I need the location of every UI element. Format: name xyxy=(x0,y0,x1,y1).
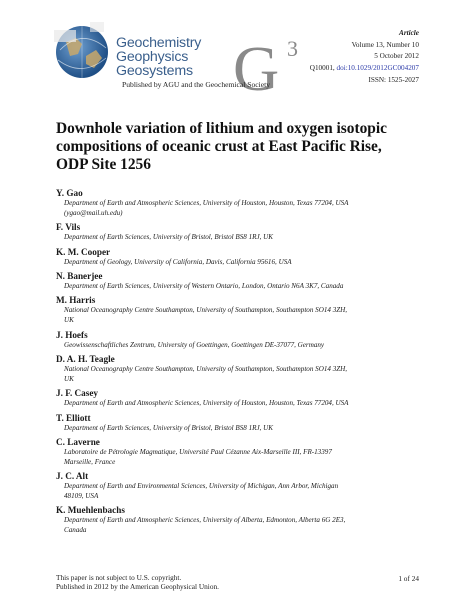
author-name: M. Harris xyxy=(56,295,96,306)
author-affiliation: Department of Earth and Atmospheric Sciences, University of Alberta, Edmonton, Alberta 6G 2E3, xyxy=(64,516,346,525)
author-name: J. C. Alt xyxy=(56,471,89,482)
author-entry xyxy=(56,437,416,468)
author-name: J. Hoefs xyxy=(56,329,88,340)
author-name: J. F. Casey xyxy=(56,388,99,399)
author-affiliation: Laboratoire de Pétrologie Magmatique, Université Paul Cézanne Aix-Marseille III, FR-13397 xyxy=(64,447,332,456)
author-entry xyxy=(56,471,416,502)
g3-superscript: 3 xyxy=(287,36,298,61)
citation xyxy=(310,63,419,75)
author-entry xyxy=(56,188,416,219)
author-entry xyxy=(56,295,416,326)
journal-name-line: Geochemistry xyxy=(116,35,202,51)
author-entry xyxy=(56,247,416,268)
author-affiliation: National Oceanography Centre Southampton, University of Southampton, Southampton SO14 3ZH, xyxy=(64,364,348,373)
author-entry xyxy=(56,222,416,243)
g3-letter: G xyxy=(233,34,280,98)
author-affiliation: Department of Earth and Atmospheric Sciences, University of Houston, Houston, Texas 77204, USA xyxy=(64,399,349,408)
article-type-label: Article xyxy=(399,29,419,37)
author-affiliation: National Oceanography Centre Southampton, University of Southampton, Southampton SO14 3ZH, xyxy=(64,306,348,315)
citation-prefix: Q10001, xyxy=(309,64,337,73)
copyright-line: This paper is not subject to U.S. copyright. xyxy=(56,573,182,582)
globe-icon xyxy=(52,20,110,82)
publisher-line-footer: Published in 2012 by the American Geophysical Union. xyxy=(56,581,219,591)
publication-date: 5 October 2012 xyxy=(374,52,419,61)
volume-number: Volume 13, Number 10 xyxy=(351,40,419,49)
author-affiliation: UK xyxy=(64,316,74,325)
author-name: C. Laverne xyxy=(56,436,100,447)
page-number: 1 of 24 xyxy=(398,574,419,583)
author-affiliation: Canada xyxy=(64,526,87,535)
author-affiliation: Marseille, France xyxy=(64,457,116,466)
journal-name-line: Geophysics xyxy=(116,49,189,66)
doi-link[interactable]: doi:10.1029/2012GC004207 xyxy=(336,64,419,73)
author-affiliation: 48109, USA xyxy=(64,491,99,500)
author-entry xyxy=(56,354,416,385)
author-name: K. Muehlenbachs xyxy=(56,505,125,516)
author-name: N. Banerjee xyxy=(56,270,103,281)
author-list xyxy=(56,188,416,536)
author-entry xyxy=(56,413,416,434)
author-affiliation: Geowissenschaftliches Zentrum, University of Goettingen, Goettingen DE-37077, Germany xyxy=(64,340,325,349)
author-name: F. Vils xyxy=(56,222,81,233)
journal-name xyxy=(116,36,201,79)
author-name: Y. Gao xyxy=(56,188,83,198)
author-affiliation: Department of Earth and Environmental Sciences, University of Michigan, Ann Arbor, Michigan xyxy=(64,482,339,491)
journal-name-line: Geosystems xyxy=(116,63,193,80)
author-name: K. M. Cooper xyxy=(56,246,111,257)
author-entry xyxy=(56,388,416,409)
author-affiliation: Department of Geology, University of California, Davis, California 95616, USA xyxy=(64,257,292,266)
author-affiliation: Department of Earth Sciences, University of Bristol, Bristol BS8 1RJ, UK xyxy=(64,423,274,432)
author-affiliation: Department of Earth and Atmospheric Sciences, University of Houston, Houston, Texas 77204, USA xyxy=(64,199,349,207)
author-name: D. A. H. Teagle xyxy=(56,353,115,364)
author-affiliation: (ygao@mail.uh.edu) xyxy=(64,208,123,217)
issn: ISSN: 1525-2027 xyxy=(368,75,419,84)
author-affiliation: Department of Earth Sciences, University of Western Ontario, London, Ontario N6A 3K7, Canada xyxy=(64,281,344,290)
author-entry xyxy=(56,271,416,292)
author-name: T. Elliott xyxy=(56,412,91,423)
footer-notice xyxy=(56,574,219,592)
article-metadata xyxy=(310,28,419,87)
author-affiliation: UK xyxy=(64,374,74,383)
article-title: Downhole variation of lithium and oxygen isotopic compositions of oceanic crust at East Pacific Rise, ODP Site 1256 xyxy=(56,120,387,173)
author-entry xyxy=(56,505,416,536)
author-affiliation: Department of Earth Sciences, University of Bristol, Bristol BS8 1RJ, UK xyxy=(64,233,274,242)
publisher-line: Published by AGU and the Geochemical Society xyxy=(122,80,271,89)
author-entry xyxy=(56,330,416,351)
